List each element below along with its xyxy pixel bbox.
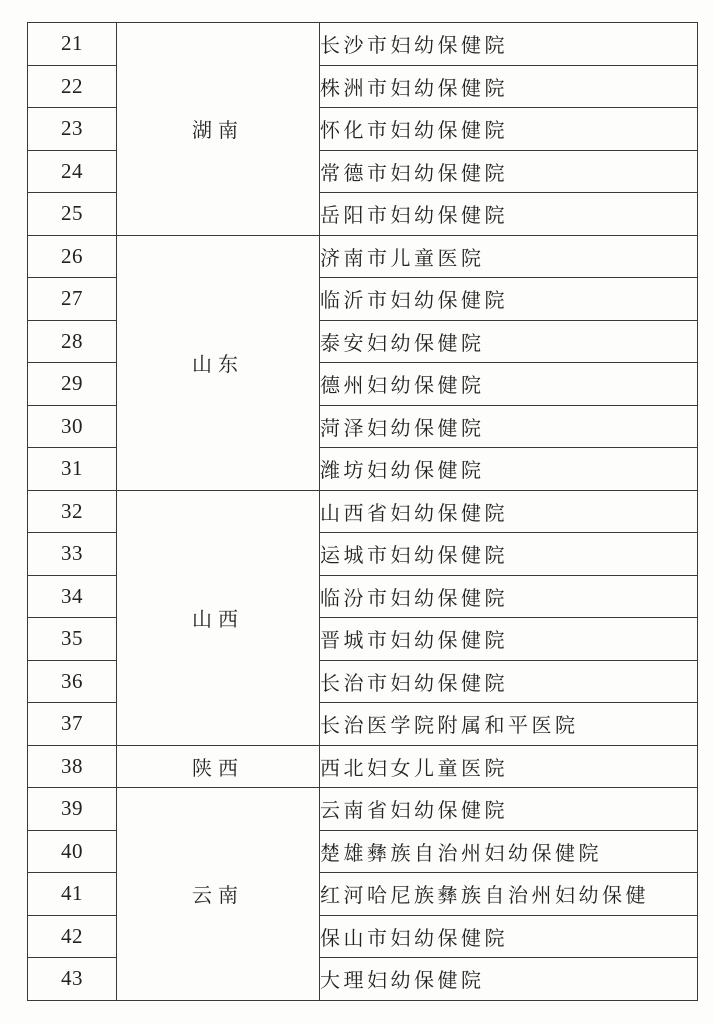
institution-name-cell: 岳阳市妇幼保健院 [320, 193, 698, 236]
row-number-cell: 28 [28, 320, 117, 363]
row-number-cell: 27 [28, 278, 117, 321]
institution-name-cell: 株洲市妇幼保健院 [320, 65, 698, 108]
row-number-cell: 31 [28, 448, 117, 491]
institution-name-cell: 常德市妇幼保健院 [320, 150, 698, 193]
row-number-cell: 35 [28, 618, 117, 661]
province-cell: 山东 [117, 235, 320, 490]
row-number-cell: 39 [28, 788, 117, 831]
institution-name-cell: 长沙市妇幼保健院 [320, 23, 698, 66]
institution-name-cell: 西北妇女儿童医院 [320, 745, 698, 788]
institution-name-cell: 山西省妇幼保健院 [320, 490, 698, 533]
row-number-cell: 37 [28, 703, 117, 746]
table-row [28, 23, 698, 66]
table-row [28, 788, 698, 831]
row-number-cell: 26 [28, 235, 117, 278]
row-number-cell: 29 [28, 363, 117, 406]
row-number-cell: 40 [28, 830, 117, 873]
province-cell: 陕西 [117, 745, 320, 788]
hospital-list-table [27, 22, 698, 1001]
row-number-cell: 21 [28, 23, 117, 66]
province-cell: 云南 [117, 788, 320, 1001]
institution-name-cell: 潍坊妇幼保健院 [320, 448, 698, 491]
institution-name-cell: 大理妇幼保健院 [320, 958, 698, 1001]
row-number-cell: 24 [28, 150, 117, 193]
institution-name-cell: 菏泽妇幼保健院 [320, 405, 698, 448]
institution-name-cell: 临沂市妇幼保健院 [320, 278, 698, 321]
institution-name-cell: 长治医学院附属和平医院 [320, 703, 698, 746]
institution-name-cell: 云南省妇幼保健院 [320, 788, 698, 831]
province-cell: 湖南 [117, 23, 320, 236]
institution-name-cell: 晋城市妇幼保健院 [320, 618, 698, 661]
row-number-cell: 36 [28, 660, 117, 703]
row-number-cell: 43 [28, 958, 117, 1001]
institution-name-cell: 保山市妇幼保健院 [320, 915, 698, 958]
province-cell: 山西 [117, 490, 320, 745]
row-number-cell: 32 [28, 490, 117, 533]
row-number-cell: 34 [28, 575, 117, 618]
institution-name-cell: 运城市妇幼保健院 [320, 533, 698, 576]
row-number-cell: 42 [28, 915, 117, 958]
institution-name-cell: 怀化市妇幼保健院 [320, 108, 698, 151]
table-body [28, 23, 698, 1001]
row-number-cell: 25 [28, 193, 117, 236]
table-row [28, 235, 698, 278]
institution-name-cell: 长治市妇幼保健院 [320, 660, 698, 703]
institution-name-cell: 济南市儿童医院 [320, 235, 698, 278]
row-number-cell: 23 [28, 108, 117, 151]
row-number-cell: 33 [28, 533, 117, 576]
institution-name-cell: 泰安妇幼保健院 [320, 320, 698, 363]
institution-name-cell: 德州妇幼保健院 [320, 363, 698, 406]
row-number-cell: 22 [28, 65, 117, 108]
row-number-cell: 38 [28, 745, 117, 788]
row-number-cell: 30 [28, 405, 117, 448]
institution-name-cell: 红河哈尼族彝族自治州妇幼保健 [320, 873, 698, 916]
institution-name-cell: 楚雄彝族自治州妇幼保健院 [320, 830, 698, 873]
table-row [28, 490, 698, 533]
institution-name-cell: 临汾市妇幼保健院 [320, 575, 698, 618]
table-row [28, 745, 698, 788]
row-number-cell: 41 [28, 873, 117, 916]
